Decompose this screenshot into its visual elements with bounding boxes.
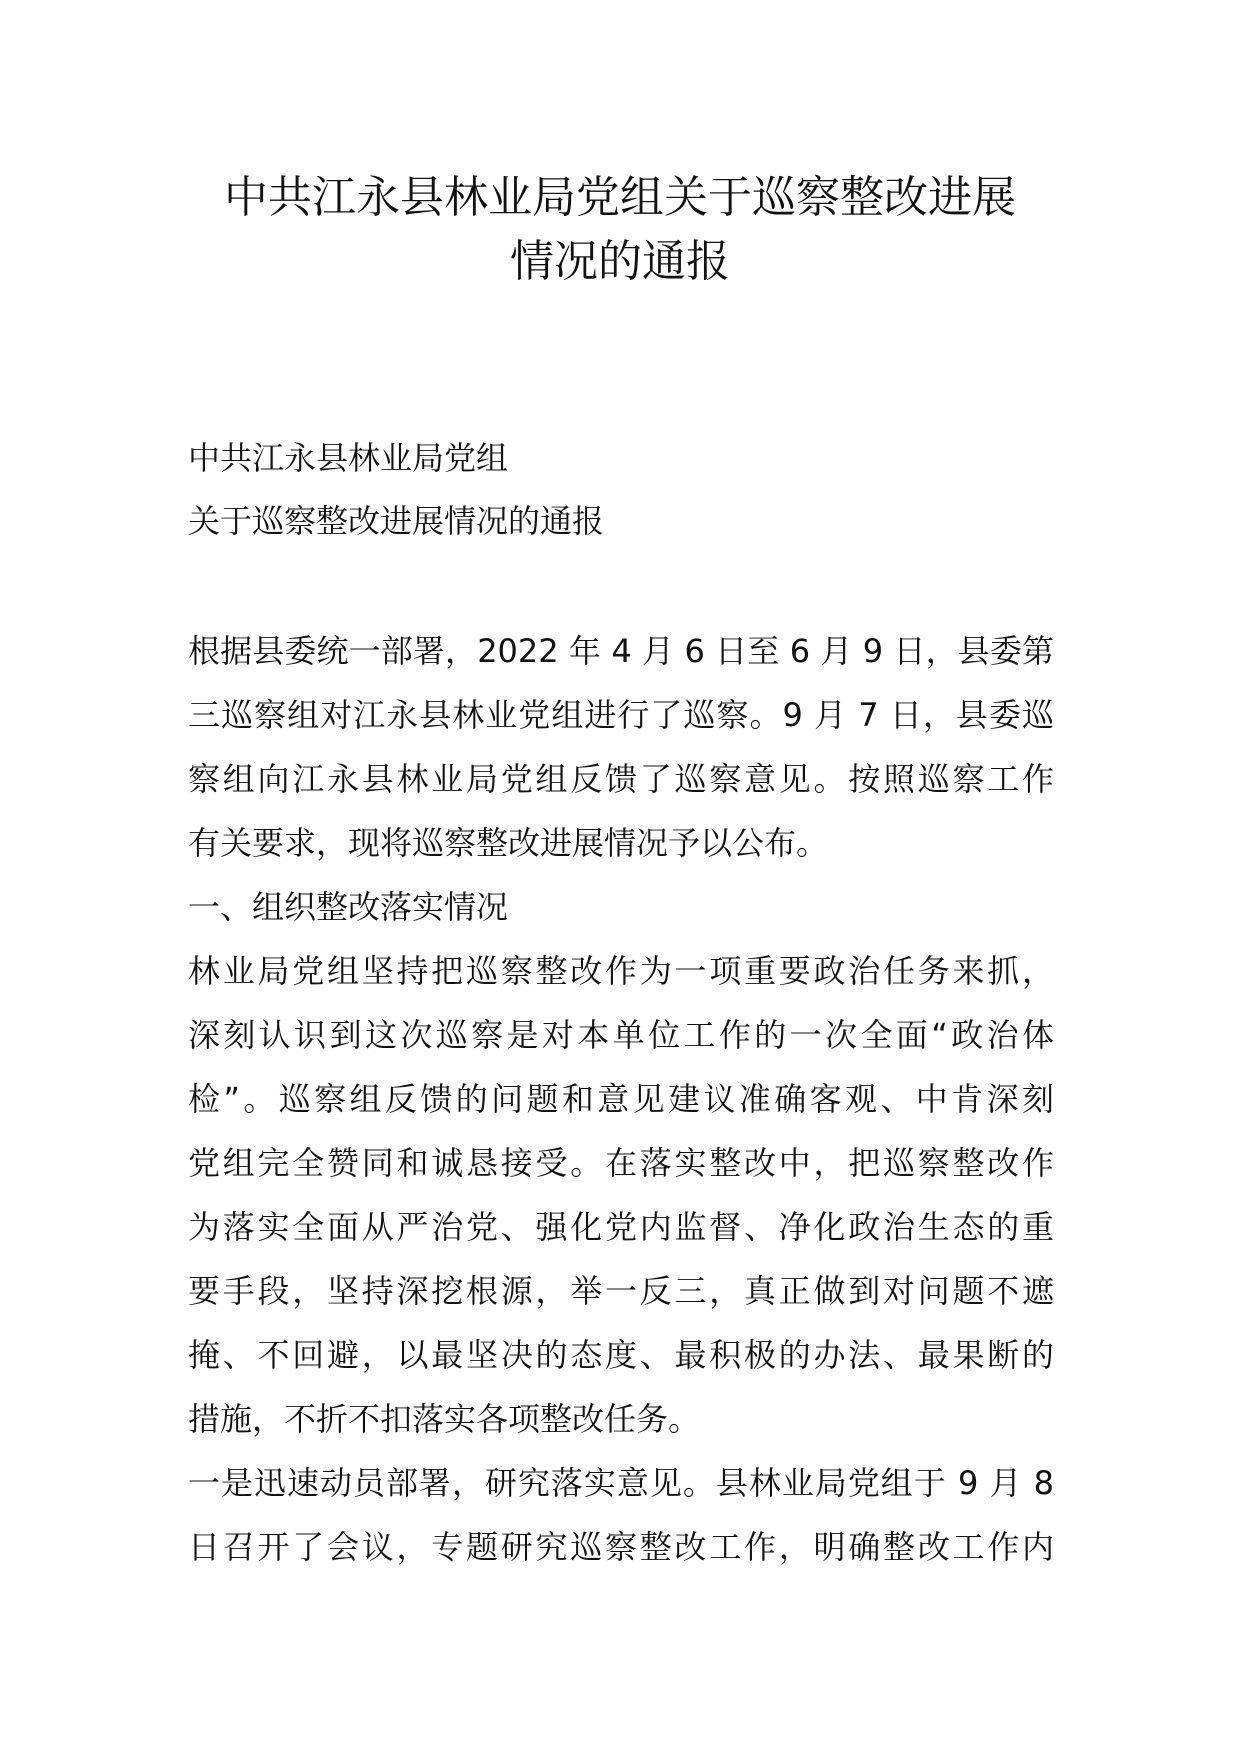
body-line: 措施，不折不扣落实各项整改任务。 xyxy=(188,1400,701,1438)
section-heading: 一、组织整改落实情况 xyxy=(188,888,509,926)
body-line: 要手段，坚持深挖根源，举一反三，真正做到对问题不遮 xyxy=(188,1272,1054,1310)
body-line: 掩、不回避，以最坚决的态度、最积极的办法、最果断的 xyxy=(188,1336,1054,1374)
document-title-line-1: 中共江永县林业局党组关于巡察整改进展 xyxy=(224,172,1016,223)
body-line: 根据县委统一部署，2022 年 4 月 6 日至 6 月 9 日，县委第 xyxy=(188,632,1054,670)
header-line-subject: 关于巡察整改进展情况的通报 xyxy=(188,502,605,540)
body-line: 察组向江永县林业局党组反馈了巡察意见。按照巡察工作 xyxy=(188,760,1054,798)
header-line-issuer: 中共江永县林业局党组 xyxy=(188,439,509,477)
body-line: 一是迅速动员部署，研究落实意见。县林业局党组于 9 月 8 xyxy=(188,1464,1054,1502)
body-line: 为落实全面从严治党、强化党内监督、净化政治生态的重 xyxy=(188,1208,1054,1246)
body-line: 党组完全赞同和诚恳接受。在落实整改中，把巡察整改作 xyxy=(188,1144,1054,1182)
body-line: 深刻认识到这次巡察是对本单位工作的一次全面“政治体 xyxy=(188,1016,1054,1054)
body-line: 三巡察组对江永县林业党组进行了巡察。9 月 7 日，县委巡 xyxy=(188,696,1054,734)
document-title-line-2: 情况的通报 xyxy=(510,236,730,287)
body-line: 检”。巡察组反馈的问题和意见建议准确客观、中肯深刻 xyxy=(188,1080,1054,1118)
body-line: 日召开了会议，专题研究巡察整改工作，明确整改工作内 xyxy=(188,1528,1054,1566)
body-line: 林业局党组坚持把巡察整改作为一项重要政治任务来抓， xyxy=(188,952,1054,990)
body-line: 有关要求，现将巡察整改进展情况予以公布。 xyxy=(188,824,829,862)
